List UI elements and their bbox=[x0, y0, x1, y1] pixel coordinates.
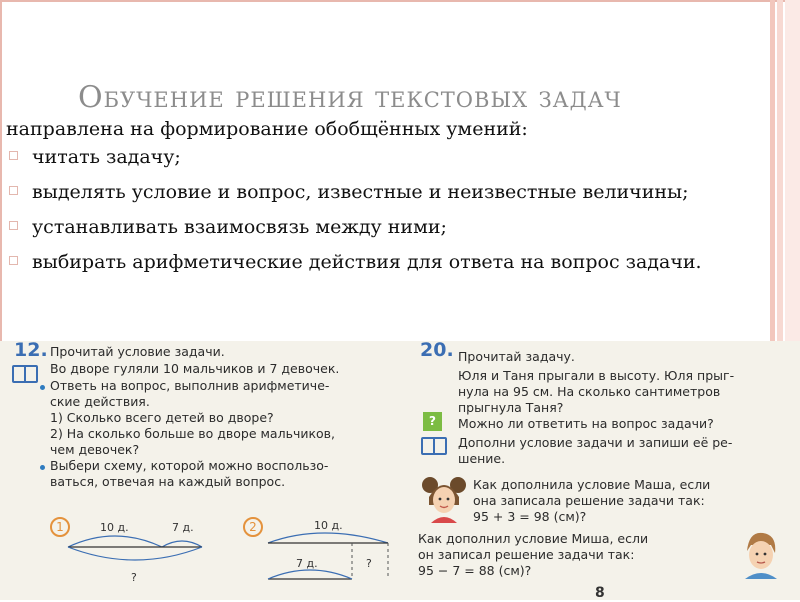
scheme-diagram-2 bbox=[262, 517, 402, 592]
list-item bbox=[6, 181, 702, 216]
textbook-scan bbox=[0, 341, 800, 600]
book-icon bbox=[421, 437, 447, 455]
task-line: Как дополнила условие Маша, если bbox=[473, 477, 711, 492]
task-line: Дополни условие задачи и запиши её ре- bbox=[458, 435, 733, 450]
task-line: 95 − 7 = 88 (см)? bbox=[418, 563, 532, 578]
list-item-text: выделять условие и вопрос, известные и неизвестные величины; bbox=[32, 181, 689, 203]
task-line: он записал решение задачи так: bbox=[418, 547, 635, 562]
scheme-arc bbox=[162, 541, 202, 547]
scheme-label: ? bbox=[366, 557, 372, 570]
scheme-label: ? bbox=[131, 571, 137, 584]
task-line: 1) Сколько всего детей во дворе? bbox=[50, 410, 274, 425]
task-line: Во дворе гуляли 10 мальчиков и 7 девочек. bbox=[50, 361, 340, 376]
bullet-icon bbox=[9, 221, 18, 230]
scheme-arc bbox=[68, 547, 202, 560]
task-line: Прочитай задачу. bbox=[458, 349, 575, 364]
task-line: Юля и Таня прыгали в высоту. Юля прыг- bbox=[458, 368, 735, 383]
scheme-label: 10 д. bbox=[314, 519, 343, 532]
bullet-dot-icon bbox=[40, 385, 45, 390]
task-line: ские действия. bbox=[50, 394, 150, 409]
scheme-arc bbox=[268, 533, 388, 543]
scheme-number: 2 bbox=[243, 517, 263, 537]
task-number: 20. bbox=[420, 339, 454, 361]
task-line: прыгнула Таня? bbox=[458, 400, 564, 415]
task-number: 12. bbox=[14, 339, 48, 361]
list-item bbox=[6, 251, 702, 286]
task-line: шение. bbox=[458, 451, 506, 466]
bullet-dot-icon bbox=[40, 465, 45, 470]
bullet-icon bbox=[9, 186, 18, 195]
list-item-text: устанавливать взаимосвязь между ними; bbox=[32, 216, 447, 238]
thinking-icon: ? bbox=[423, 412, 442, 431]
task-line: нула на 95 см. На сколько сантиметров bbox=[458, 384, 721, 399]
textbook-page-left bbox=[0, 341, 405, 600]
list-item-text: читать задачу; bbox=[32, 146, 181, 168]
list-item bbox=[6, 216, 702, 251]
scheme-number: 1 bbox=[50, 517, 70, 537]
skills-list bbox=[6, 146, 702, 286]
bullet-icon bbox=[9, 151, 18, 160]
boy-illustration bbox=[737, 527, 783, 579]
slide-title: Обучение решения текстовых задач bbox=[78, 80, 622, 115]
task-line: она записала решение задачи так: bbox=[473, 493, 705, 508]
scheme-label: 7 д. bbox=[296, 557, 318, 570]
task-line: Как дополнил условие Миша, если bbox=[418, 531, 649, 546]
book-icon bbox=[12, 365, 38, 383]
task-line: ваться, отвечая на каждый вопрос. bbox=[50, 474, 286, 489]
list-item-text: выбирать арифметические действия для ответа на вопрос задачи. bbox=[32, 251, 702, 273]
task-line: Можно ли ответить на вопрос задачи? bbox=[458, 416, 714, 431]
task-line: 95 + 3 = 98 (см)? bbox=[473, 509, 587, 524]
task-line: чем девочек? bbox=[50, 442, 140, 457]
task-line: Прочитай условие задачи. bbox=[50, 344, 225, 359]
scheme-label: 7 д. bbox=[172, 521, 194, 534]
page-number: 8 bbox=[595, 585, 605, 601]
task-line: Ответь на вопрос, выполнив арифметиче- bbox=[50, 378, 330, 393]
slide-frame-top bbox=[0, 0, 800, 2]
scheme-label: 10 д. bbox=[100, 521, 129, 534]
list-item bbox=[6, 146, 702, 181]
intro-text: направлена на формирование обобщённых умений: bbox=[6, 118, 528, 140]
scheme-arc bbox=[68, 536, 162, 547]
task-line: Выбери схему, которой можно воспользо- bbox=[50, 458, 329, 473]
scheme-diagram-1 bbox=[60, 517, 230, 587]
girl-illustration bbox=[421, 471, 467, 523]
textbook-page-right bbox=[415, 341, 800, 600]
bullet-icon bbox=[9, 256, 18, 265]
scheme-arc bbox=[268, 570, 352, 579]
task-line: 2) На сколько больше во дворе мальчиков, bbox=[50, 426, 335, 441]
